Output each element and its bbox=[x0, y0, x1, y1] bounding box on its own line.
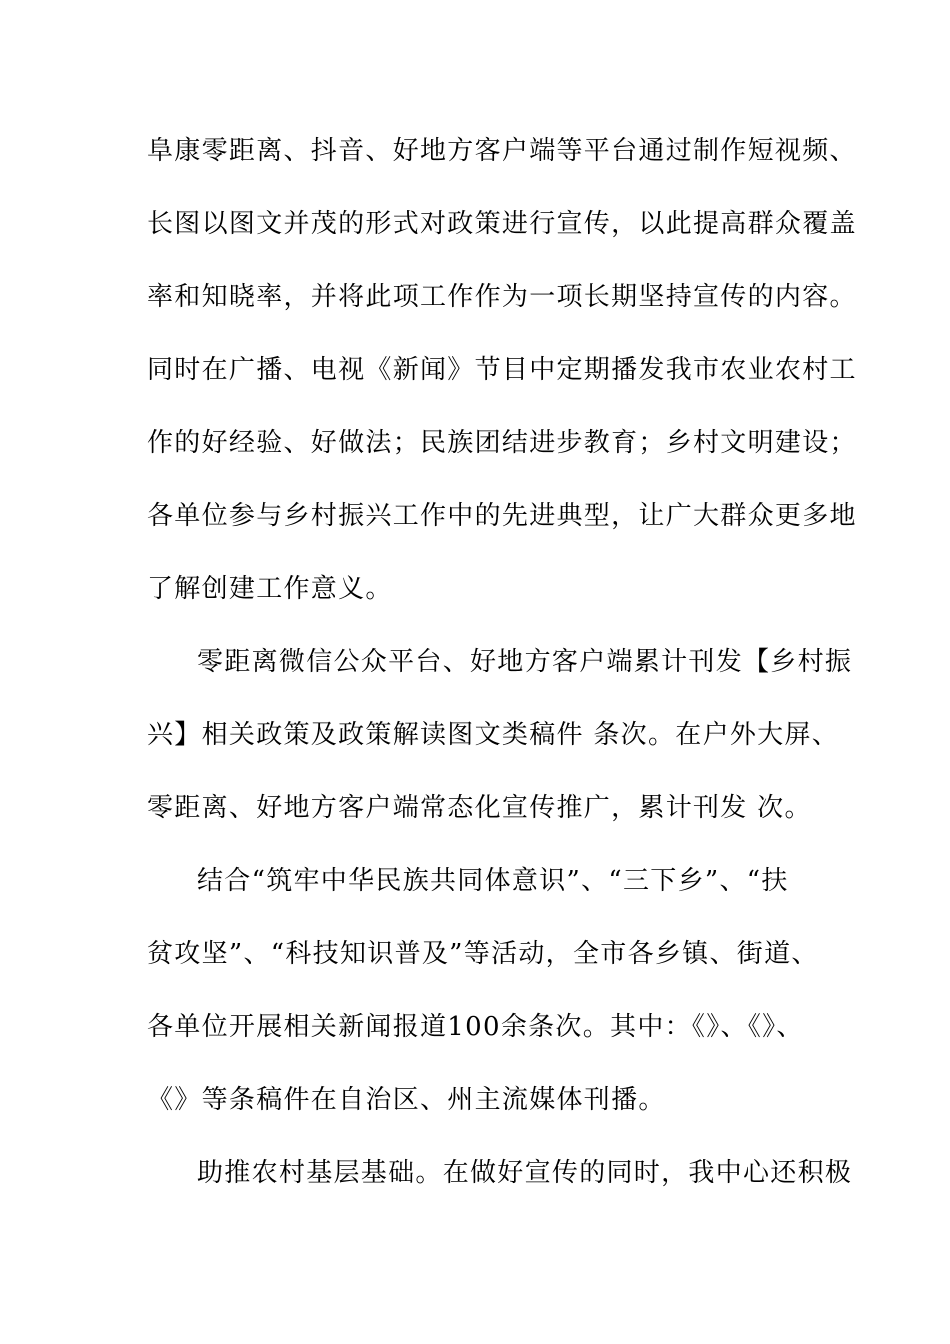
paragraph-line: 兴】相关政策及政策解读图文类稿件 条次。在户外大屏、 bbox=[147, 720, 840, 750]
paragraph-line: 零距离、好地方客户端常态化宣传推广，累计刊发 次。 bbox=[147, 793, 812, 823]
paragraph-line: 《》等条稿件在自治区、州主流媒体刊播。 bbox=[147, 1085, 666, 1115]
paragraph-line: 助推农村基层基础。在做好宣传的同时，我中心还积极 bbox=[197, 1158, 853, 1188]
paragraph-line: 作的好经验、好做法；民族团结进步教育；乡村文明建设； bbox=[147, 428, 857, 458]
paragraph-line: 率和知晓率，并将此项工作作为一项长期坚持宣传的内容。 bbox=[147, 282, 857, 312]
paragraph-line: 长图以图文并茂的形式对政策进行宣传，以此提高群众覆盖 bbox=[147, 209, 857, 239]
paragraph-line: 同时在广播、电视《新闻》节目中定期播发我市农业农村工 bbox=[147, 355, 857, 385]
paragraph-line: 结合“筑牢中华民族共同体意识”、“三下乡”、“扶 bbox=[197, 866, 789, 896]
paragraph-line: 各单位开展相关新闻报道100余条次。其中：《》、《》、 bbox=[147, 1012, 804, 1042]
paragraph-line: 各单位参与乡村振兴工作中的先进典型，让广大群众更多地 bbox=[147, 501, 857, 531]
paragraph-line: 了解创建工作意义。 bbox=[147, 574, 393, 604]
paragraph-line: 贫攻坚”、“科技知识普及”等活动，全市各乡镇、街道、 bbox=[147, 939, 819, 969]
paragraph-line: 阜康零距离、抖音、好地方客户端等平台通过制作短视频、 bbox=[147, 136, 857, 166]
paragraph-line: 零距离微信公众平台、好地方客户端累计刊发【乡村振 bbox=[197, 647, 853, 677]
